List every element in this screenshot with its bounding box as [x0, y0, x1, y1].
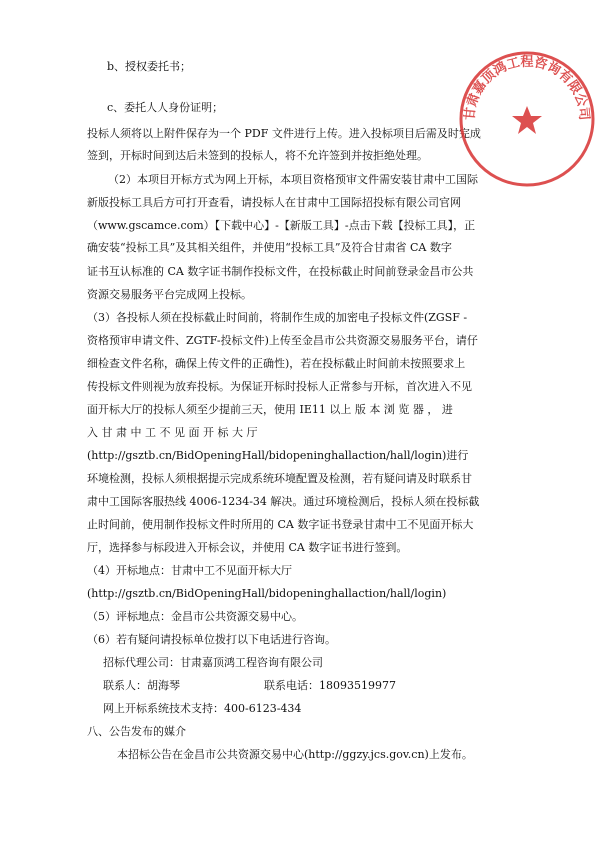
text-line: b、授权委托书； [107, 60, 192, 73]
text-line: （4）开标地点：甘肃中工不见面开标大厅 [87, 564, 292, 577]
seal-ring [461, 53, 593, 185]
text-line: （6）若有疑问请投标单位拨打以下电话进行咨询。 [87, 633, 336, 646]
text-line: 招标代理公司：甘肃嘉顶鸿工程咨询有限公司 [103, 656, 323, 669]
contact-phone: 联系电话：18093519977 [264, 679, 396, 692]
text-line: 厅，选择参与标段进入开标会议，并使用 CA 数字证书进行签到。 [87, 541, 408, 554]
text-line: 入 甘 肃 中 工 不 见 面 开 标 大 厅 [87, 426, 258, 439]
text-line: 面开标大厅的投标人须至少提前三天，使用 IE11 以上 版 本 浏 览 器 ， 进 [87, 403, 453, 416]
text-line: （3）各投标人须在投标截止时间前，将制作生成的加密电子投标文件(ZGSF - [87, 311, 468, 324]
text-line: 肃中工国际客服热线 4006-1234-34 解决。通过环境检测后，投标人须在投标截 [87, 495, 480, 508]
text-line: （5）评标地点：金昌市公共资源交易中心。 [87, 610, 303, 623]
text-line: (http://gsztb.cn/BidOpeningHall/bidopeninghallaction/hall/login) [87, 587, 447, 600]
company-seal [452, 44, 595, 194]
text-line: 止时间前，使用制作投标文件时所用的 CA 数字证书登录甘肃中工不见面开标大 [87, 518, 474, 531]
text-line: 确安装“投标工具”及其相关组件，并使用“投标工具”及符合甘肃省 CA 数字 [87, 241, 452, 254]
text-line: （www.gscamce.com）【下载中心】-【新版工具】-点击下载【投标工具】，正 [87, 219, 476, 232]
text-line: 网上开标系统技术支持：400-6123-434 [103, 702, 302, 715]
text-line: 传投标文件则视为放弃投标。为保证开标时投标人正常参与开标，首次进入不见 [87, 380, 472, 393]
text-line: （2）本项目开标方式为网上开标，本项目资格预审文件需安装甘肃中工国际 [108, 173, 478, 186]
text-line: 环境检测，投标人须根据提示完成系统环境配置及检测，若有疑问请及时联系甘 [87, 472, 472, 485]
contact-name: 联系人：胡海琴 [103, 679, 180, 692]
text-line: (http://gsztb.cn/BidOpeningHall/bidopeninghallaction/hall/login)进行 [87, 449, 469, 462]
text-line: 投标人须将以上附件保存为一个 PDF 文件进行上传。进入投标项目后需及时完成 [87, 127, 481, 140]
text-line: 本招标公告在金昌市公共资源交易中心(http://ggzy.jcs.gov.cn)上发布。 [117, 748, 473, 761]
text-line: 资格预审申请文件、ZGTF-投标文件)上传至金昌市公共资源交易服务平台，请仔 [87, 334, 478, 347]
text-line: 签到，开标时间到达后未签到的投标人，将不允许签到并按拒绝处理。 [87, 149, 428, 162]
text-line: 细检查文件名称，确保上传文件的正确性)，若在投标截止时间前未按照要求上 [87, 357, 466, 370]
section-heading: 八、公告发布的媒介 [87, 725, 186, 738]
text-line: 新版投标工具后方可打开查看，请投标人在甘肃中工国际招投标有限公司官网 [87, 196, 461, 209]
text-line: 证书互认标准的 CA 数字证书制作投标文件，在投标截止时间前登录金昌市公共 [87, 265, 474, 278]
seal-text: 甘肃嘉顶鸿工程咨询有限公司 [462, 55, 592, 121]
text-line: 资源交易服务平台完成网上投标。 [87, 288, 252, 301]
text-line: c、委托人人身份证明； [107, 101, 224, 114]
svg-text:甘肃嘉顶鸿工程咨询有限公司 [462, 54, 593, 121]
